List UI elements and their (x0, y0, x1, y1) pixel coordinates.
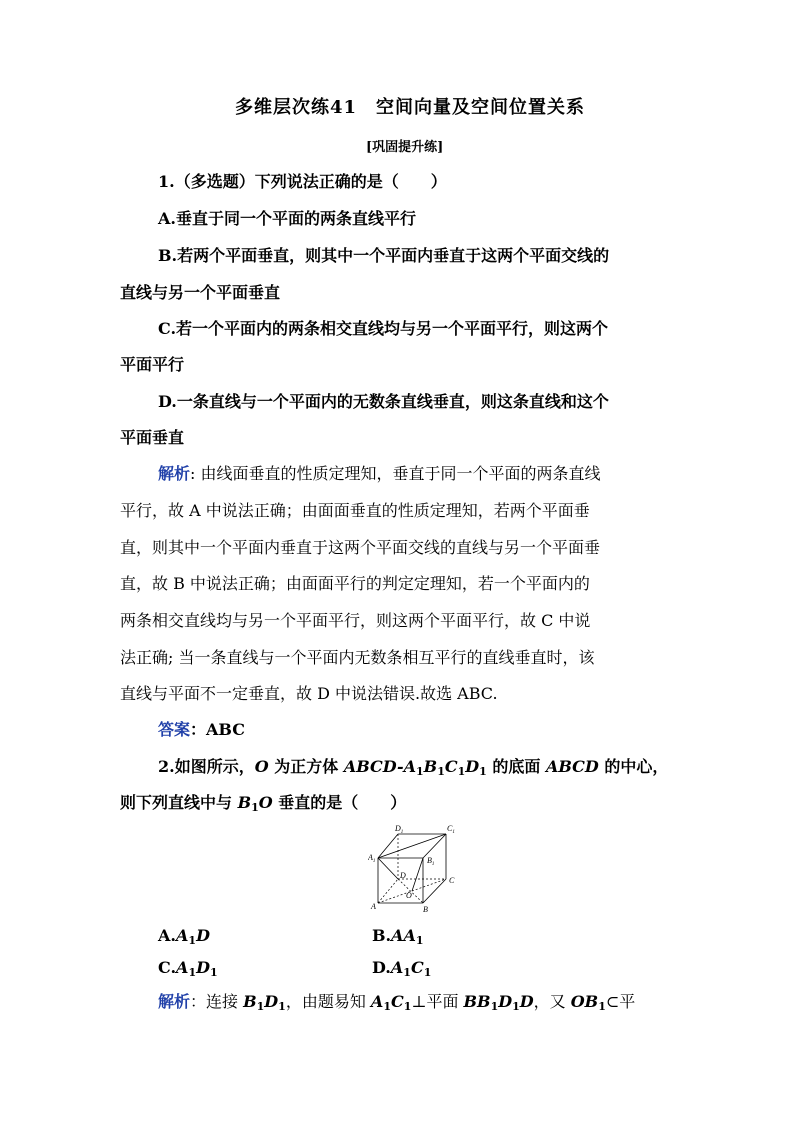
q1-analysis-line3: 直，则其中一个平面内垂直于这两个平面交线的直线与另一个平面垂 (120, 538, 601, 557)
q2-stem-num: 2.如图所示， (158, 757, 255, 776)
segment-a1d (378, 858, 398, 879)
var: D (498, 992, 513, 1011)
q1-analysis-line5: 两条相交直线均与另一个平面平行，则这两个平面平行，故 C 中说 (120, 611, 591, 630)
opt-b-prefix: B. (372, 926, 392, 945)
sub-1: 1 (415, 934, 424, 947)
var: A (175, 926, 189, 945)
q1-analysis-line7: 直线与平面不一定垂直，故 D 中说法错误.故选 ABC. (120, 684, 498, 703)
label-a1: $A_1$ (368, 853, 376, 864)
analysis-text: : 由线面垂直的性质定理知，垂直于同一个平面的两条直线 (190, 464, 601, 483)
var-b: B (237, 793, 252, 812)
q2-option-b (372, 926, 424, 946)
var-o: O (254, 757, 269, 776)
label-d1: $D_1$ (395, 824, 404, 835)
hidden-edge-ad (378, 879, 398, 903)
sub-1: 1 (278, 1000, 286, 1013)
sub-1: 1 (490, 1000, 499, 1013)
var: D (196, 958, 210, 977)
q1-option-c-line1: C.若一个平面内的两条相交直线均与另一个平面平行，则这两个 (158, 319, 609, 338)
sub-1: 1 (598, 1000, 606, 1013)
label-d: D (400, 871, 406, 880)
edge-b1c1 (423, 834, 446, 858)
section-subtitle: [巩固提升练] (366, 140, 444, 155)
var-cube: ABCD-A (343, 757, 417, 776)
var: A (176, 958, 189, 977)
sub-1: 1 (383, 1000, 391, 1013)
q1-option-a: A.垂直于同一个平面的两条直线平行 (158, 209, 416, 228)
var-o: O (258, 793, 273, 812)
sub-1: 1 (479, 765, 487, 778)
opt-d-prefix: D. (372, 958, 391, 977)
q2-analysis (158, 992, 635, 1012)
sub-1: 1 (416, 765, 424, 778)
var-abcd: ABCD (545, 757, 599, 776)
opt-a-prefix: A. (158, 926, 176, 945)
label-b1: $B_1$ (427, 856, 435, 867)
var: D (264, 992, 279, 1011)
label-c1: $C_1$ (447, 824, 455, 835)
label-o: O (406, 891, 412, 900)
q2-option-a (158, 926, 210, 946)
q1-option-b-line1: B.若两个平面垂直，则其中一个平面内垂直于这两个平面交线的 (158, 246, 610, 265)
var: D (519, 992, 534, 1011)
sub-1: 1 (403, 966, 411, 979)
q1-analysis-line2: 平行，故 A 中说法正确；由面面垂直的性质定理知，若两个平面垂 (120, 501, 590, 520)
var: AA (391, 926, 416, 945)
label-c: C (449, 876, 455, 885)
var: D (196, 926, 210, 945)
var: A (390, 958, 404, 977)
sub-1: 1 (437, 765, 445, 778)
sub-1: 1 (457, 765, 466, 778)
q2-stem-line2b: 垂直的是（ ） (272, 793, 407, 812)
var-c: C (444, 757, 458, 776)
sub-1: 1 (403, 1000, 412, 1013)
page-title: 多维层次练41 空间向量及空间位置关系 (235, 97, 586, 118)
q2-option-d (372, 958, 431, 978)
sub-1: 1 (256, 1000, 265, 1013)
q1-analysis-line6: 法正确; 当一条直线与一个平面内无数条相互平行的直线垂直时，该 (120, 648, 595, 667)
q2-stem-tail: 的底面 (486, 757, 546, 776)
q2-option-c (158, 958, 218, 978)
answer-label: 答案 (158, 720, 191, 739)
analysis-label: 解析 (158, 992, 191, 1011)
segment-b1o (412, 858, 423, 891)
q1-option-c-line2: 平面平行 (120, 355, 185, 374)
var-b: B (423, 757, 438, 776)
edge-bc (423, 879, 446, 903)
label-a: A (371, 902, 376, 911)
q1-option-d-line1: D.一条直线与一个平面内的无数条直线垂直，则这条直线和这个 (158, 392, 609, 411)
q1-analysis-line4: 直，故 B 中说法正确；由面面平行的判定定理知，若一个平面内的 (120, 574, 590, 593)
var: OB (570, 992, 599, 1011)
q2-stem-line2 (120, 793, 406, 813)
cube-figure (368, 822, 464, 918)
opt-c-prefix: C. (158, 958, 177, 977)
label-b: B (423, 905, 428, 914)
var: BB (463, 992, 491, 1011)
var: A (370, 992, 384, 1011)
hidden-diag-ac (378, 879, 446, 903)
analysis-text: ，由题易知 (285, 992, 371, 1011)
analysis-text: ，又 (533, 992, 571, 1011)
analysis-text: ⊥平面 (411, 992, 464, 1011)
q2-stem-mid: 为正方体 (268, 757, 344, 776)
sub-1: 1 (209, 966, 218, 979)
var: C (410, 958, 424, 977)
sub-1: 1 (188, 934, 197, 947)
q1-analysis-line1 (158, 464, 601, 484)
var: B (243, 992, 257, 1011)
q1-answer (158, 720, 245, 740)
analysis-label: 解析 (158, 464, 191, 483)
analysis-text: ：连接 (190, 992, 244, 1011)
q1-option-b-line2: 直线与另一个平面垂直 (120, 283, 281, 302)
q1-option-d-line2: 平面垂直 (120, 428, 185, 447)
analysis-text: ⊂平 (605, 992, 636, 1011)
sub-1: 1 (251, 801, 259, 814)
sub-1: 1 (188, 966, 197, 979)
q2-stem-end: 的中心， (598, 757, 669, 776)
var: C (391, 992, 404, 1011)
q2-stem-line1 (158, 757, 668, 777)
answer-value: ：ABC (190, 720, 245, 739)
q1-stem: 1.（多选题）下列说法正确的是（ ） (158, 172, 447, 191)
var-d: D (465, 757, 480, 776)
q2-stem-line2a: 则下列直线中与 (120, 793, 238, 812)
sub-1: 1 (512, 1000, 520, 1013)
sub-1: 1 (423, 966, 432, 979)
